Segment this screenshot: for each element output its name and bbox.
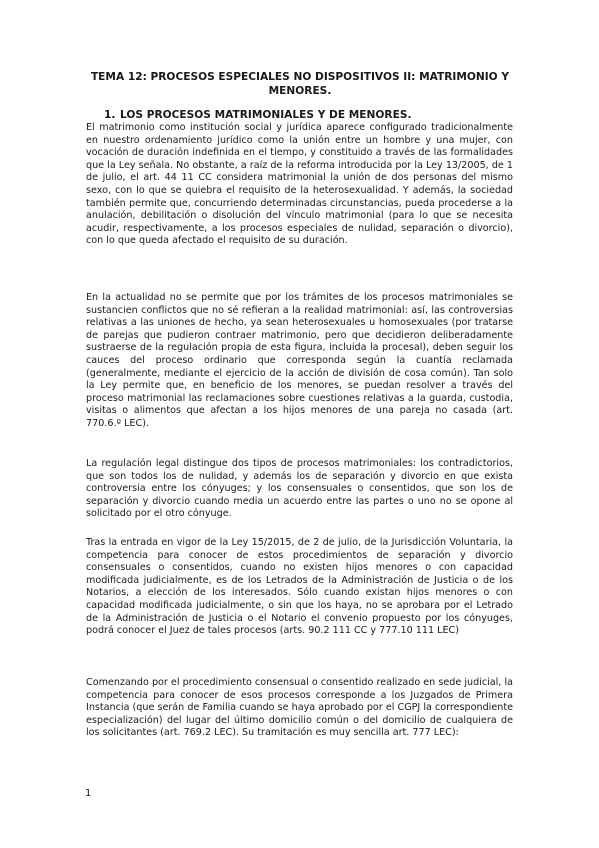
document-title: TEMA 12: PROCESOS ESPECIALES NO DISPOSITIVOS II: MATRIMONIO Y MENORES. [90, 71, 510, 97]
paragraph-actualidad: En la actualidad no se permite que por los trámites de los procesos matrimoniales se sustancien conflictos que no sé refieran a la realidad matrimonial: así, las controversias relativas a las uniones de hecho, ya sean heterosexuales u homosexuales (por tratarse de parejas que pudieron contraer matrimonio, pero que decidieron deliberadamente sustraerse de la regulación propia de esta figura, incluida la procesal), deben seguir los cauces del proceso ordinario que corresponda según la cuantía reclamada (generalmente, mediante el ejercicio de la acción de división de cosa común). Tan solo la Ley permite que, en beneficio de los menores, se puedan resolver a través del proceso matrimonial las reclamaciones sobre cuestiones relativas a la guarda, custodia, visitas o alimentos que afectan a los hijos menores de una pareja no casada (art. 770.6.º LEC). [86, 292, 513, 429]
section-number: 1. [104, 109, 116, 121]
paragraph-procedimiento-consensual: Comenzando por el procedimiento consensual o consentido realizado en sede judicial, la competencia para conocer de esos procesos corresponde a los Juzgados de Primera Instancia (que serán de Familia cuando se haya aprobado por el CGPJ la correspondiente especialización) del lugar del último domicilio común o del domicilio de cualquiera de los solicitantes (art. 769.2 LEC). Su tramitación es muy sencilla art. 777 LEC): [86, 677, 513, 739]
section-heading [104, 108, 411, 122]
paragraph-regulacion: La regulación legal distingue dos tipos de procesos matrimoniales: los contradictorios, que son todos los de nulidad, y además los de separación y divorcio en que exista controversia entre los cónyuges; y los consensuales o consentidos, que son los de separación y divorcio cuando media un acuerdo entre las partes o uno no se opone al solicitado por el otro cónyuge. [86, 458, 513, 520]
paragraph-matrimonio: El matrimonio como institución social y jurídica aparece configurado tradicionalmente en nuestro ordenamiento jurídico como la unión entre un hombre y una mujer, con vocación de duración indefinida en el tiempo, y constituido a través de las formalidades que la Ley señala. No obstante, a raíz de la reforma introducida por la Ley 13/2005, de 1 de julio, el art. 44 11 CC considera matrimonial la unión de dos personas del mismo sexo, con lo que se quiebra el requisito de la heterosexualidad. Y además, la sociedad también permite que, concurriendo determinadas circunstancias, pueda procederse a la anulación, debilitación o disolución del vínculo matrimonial (para lo que se necesita acudir, respectivamente, a los procesos especiales de nulidad, separación o divorcio), con lo que queda afectado el requisito de su duración. [86, 122, 513, 247]
paragraph-jurisdiccion-voluntaria: Tras la entrada en vigor de la Ley 15/2015, de 2 de julio, de la Jurisdicción Voluntaria, la competencia para conocer de estos procedimientos de separación y divorcio consensuales o consentidos, cuando no existen hijos menores o con capacidad modificada judicialmente, es de los Letrados de la Administración de Justicia o de los Notarios, a elección de los interesados. Sólo cuando existan hijos menores o con capacidad modificada judicialmente, o sin que los haya, no se aprobara por el Letrado de la Administración de Justicia o el Notario el convenio propuesto por los cónyuges, podrá conocer el Juez de tales procesos (arts. 90.2 111 CC y 777.10 111 LEC) [86, 537, 513, 637]
page-number: 1 [85, 788, 92, 799]
section-heading-text: LOS PROCESOS MATRIMONIALES Y DE MENORES. [120, 109, 412, 121]
